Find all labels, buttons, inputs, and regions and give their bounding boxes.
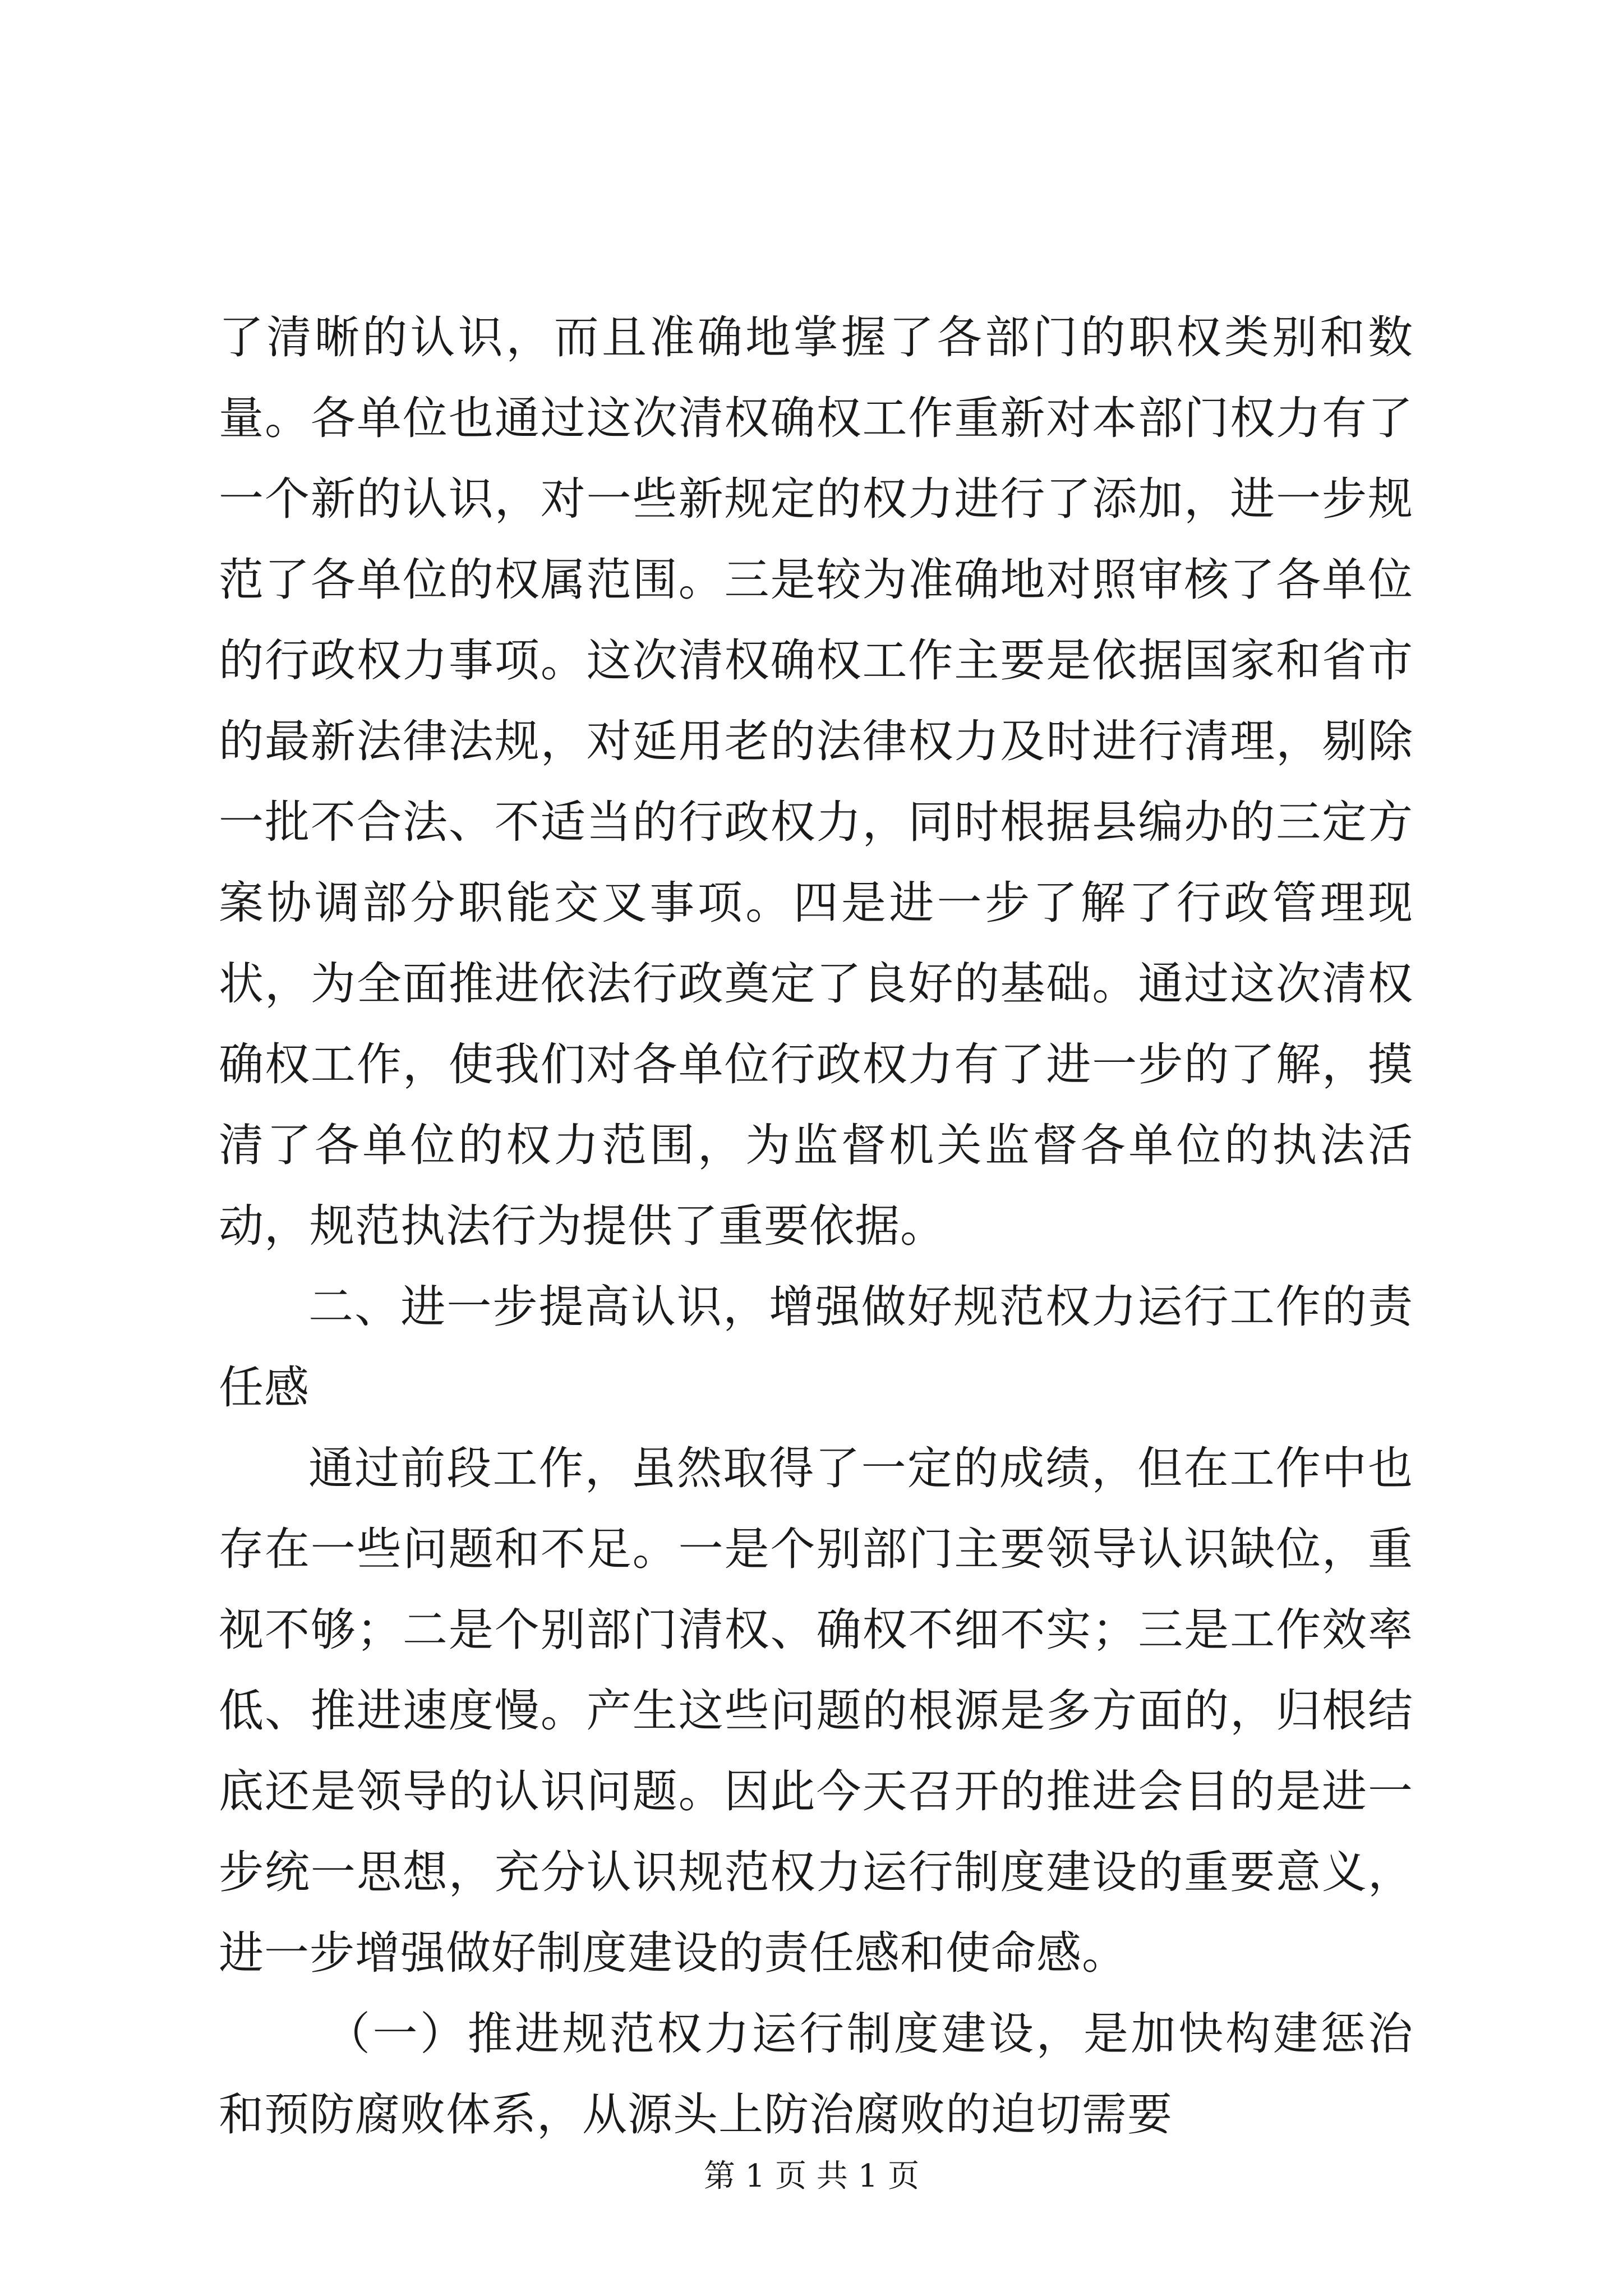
- section-heading-two: 二、进一步提高认识，增强做好规范权力运行工作的责任感: [219, 1281, 1413, 1414]
- document-body: [219, 297, 1413, 2155]
- page-footer: 第 1 页 共 1 页: [703, 2158, 920, 2194]
- subsection-heading-one: （一）推进规范权力运行制度建设，是加快构建惩治和预防腐败体系，从源头上防治腐败的迫切需要: [219, 2008, 1413, 2141]
- paragraph-continuation: 了清晰的认识，而且准确地掌握了各部门的职权类别和数量。各单位也通过这次清权确权工作重新对本部门权力有了一个新的认识，对一些新规定的权力进行了添加，进一步规范了各单位的权属范围。三是较为准确地对照审核了各单位的行政权力事项。这次清权确权工作主要是依据国家和省市的最新法律法规，对延用老的法律权力及时进行清理，剔除一批不合法、不适当的行政权力，同时根据县编办的三定方案协调部分职能交叉事项。四是进一步了解了行政管理现状，为全面推进依法行政奠定了良好的基础。通过这次清权确权工作，使我们对各单位行政权力有了进一步的了解，摸清了各单位的权力范围，为监督机关监督各单位的执法活动，规范执法行为提供了重要依据。: [219, 311, 1413, 1252]
- paragraph-problems: 通过前段工作，虽然取得了一定的成绩，但在工作中也存在一些问题和不足。一是个别部门主要领导认识缺位，重视不够；二是个别部门清权、确权不细不实；三是工作效率低、推进速度慢。产生这些问题的根源是多方面的，归根结底还是领导的认识问题。因此今天召开的推进会目的是进一步统一思想，充分认识规范权力运行制度建设的重要意义，进一步增强做好制度建设的责任感和使命感。: [219, 1442, 1413, 1979]
